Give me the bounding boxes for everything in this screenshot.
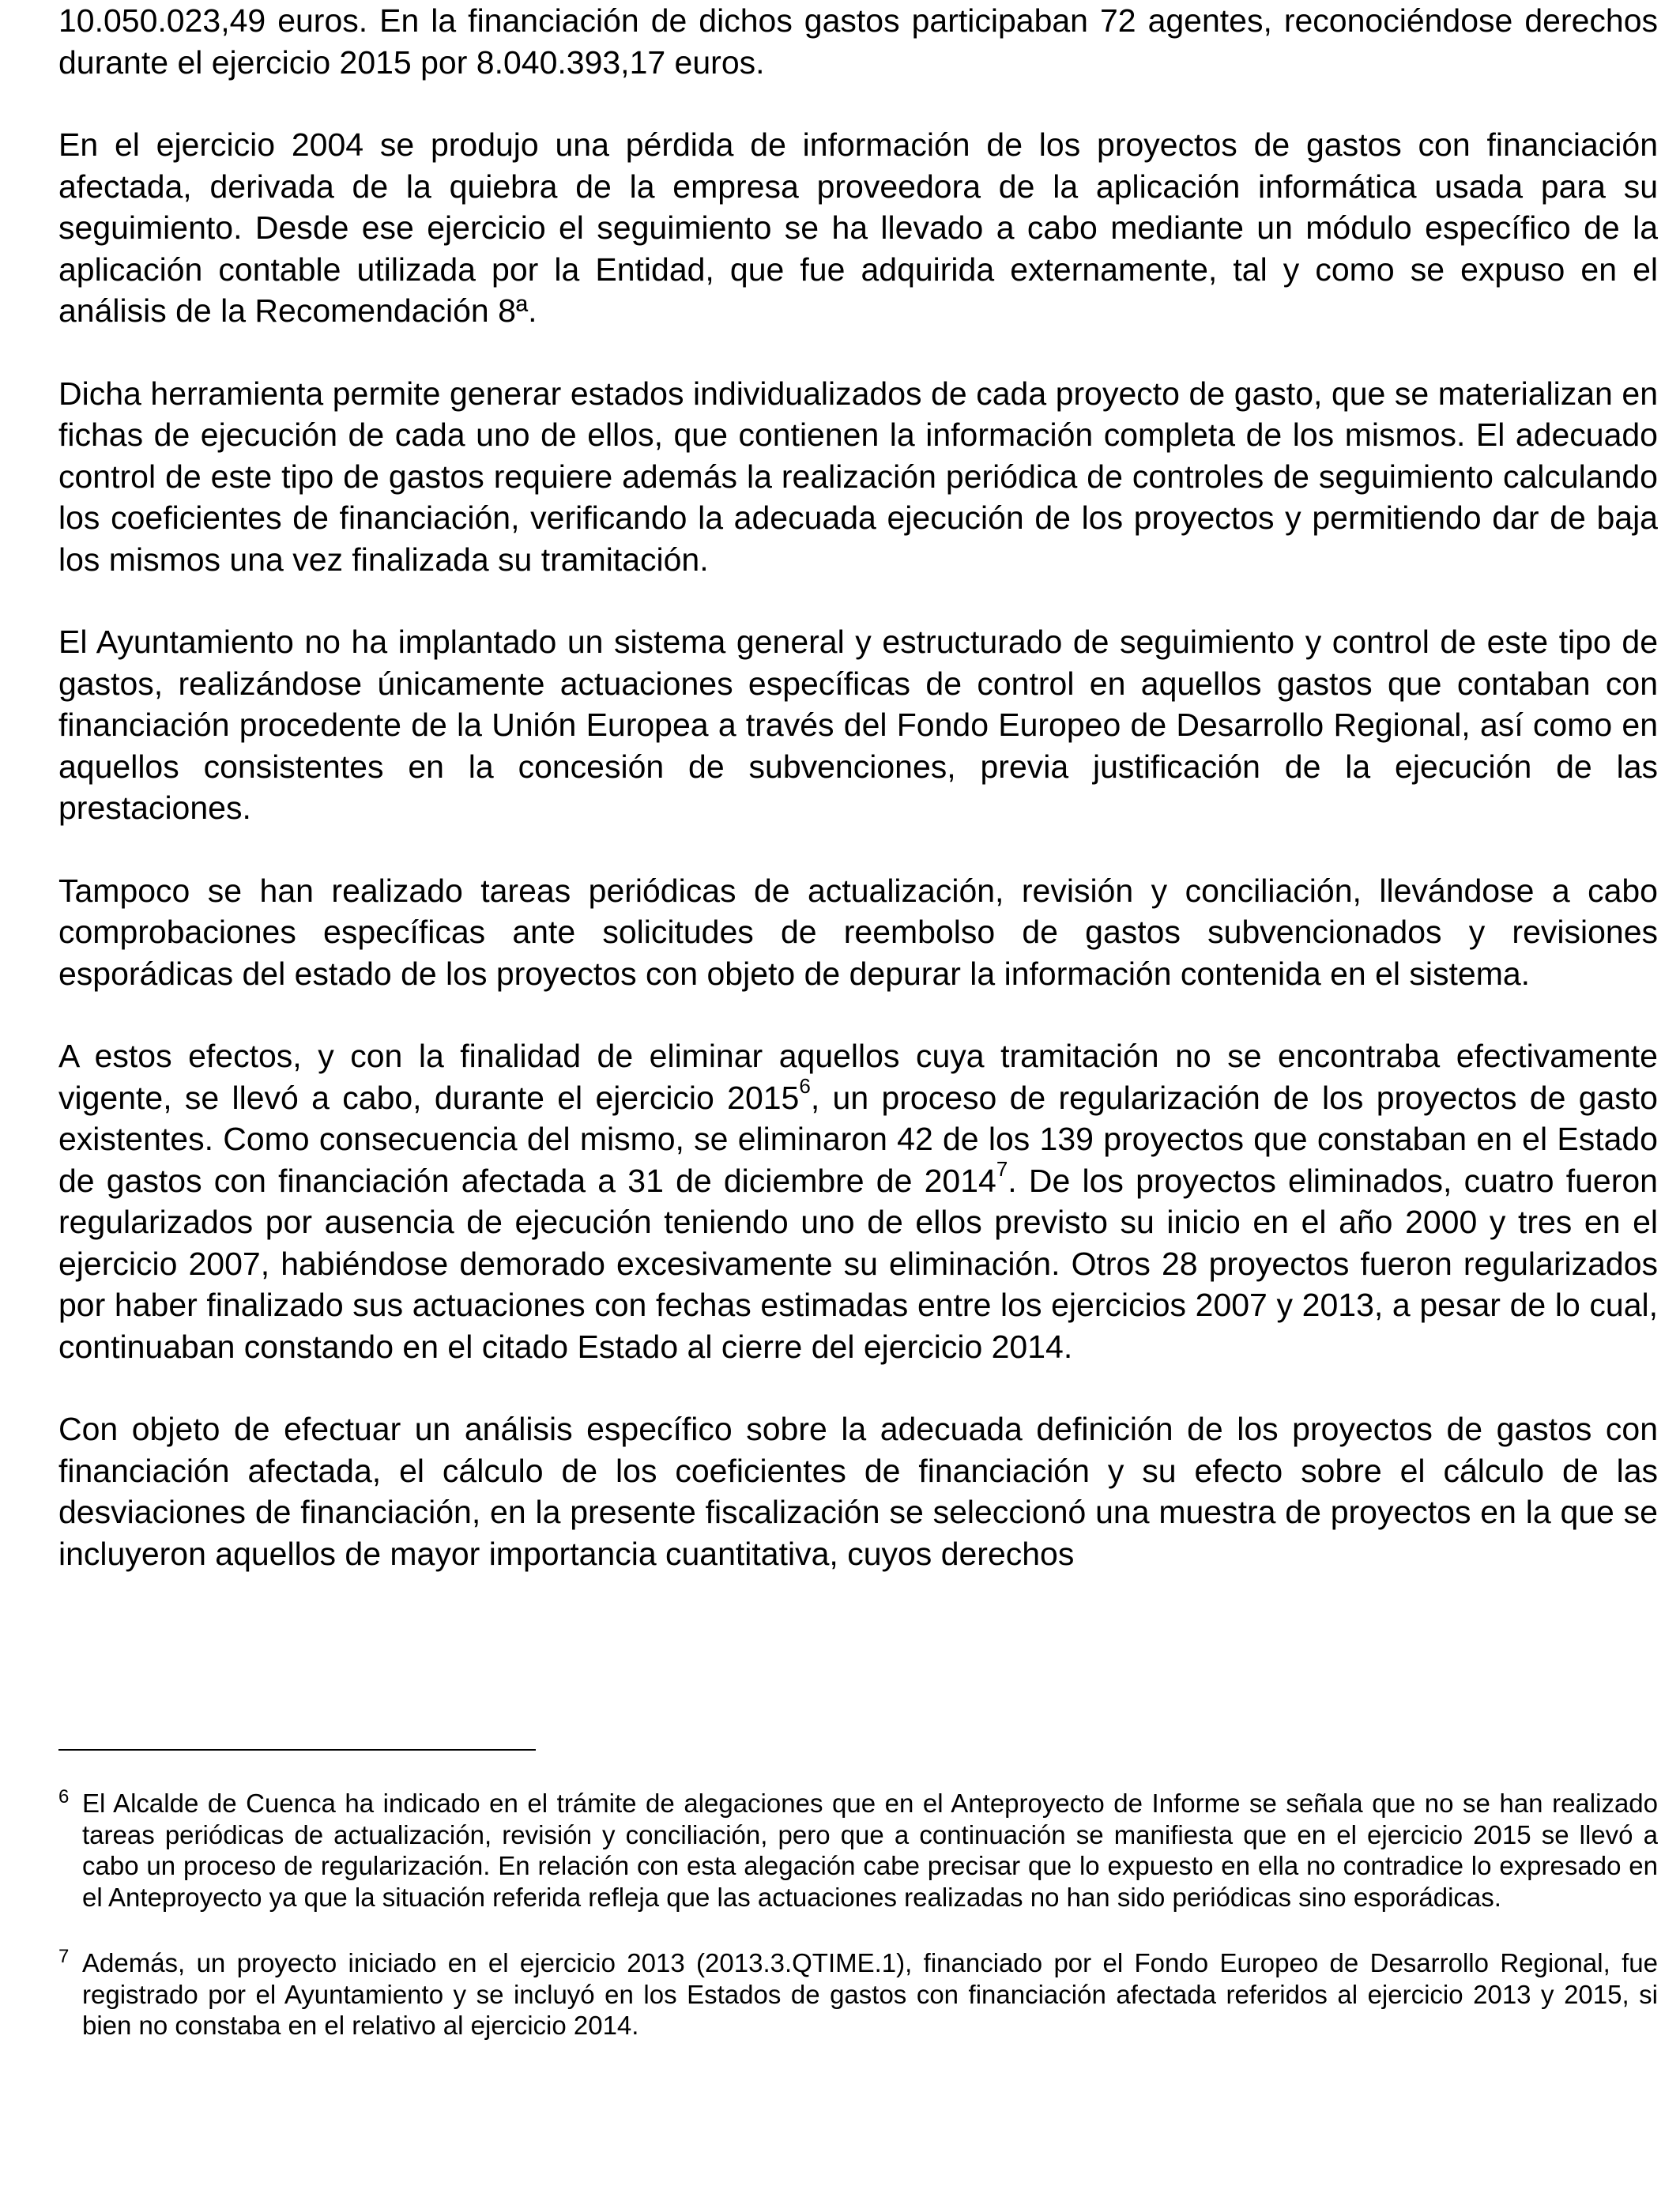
- footnote-7-text: Además, un proyecto iniciado en el ejercicio 2013 (2013.3.QTIME.1), financiado por el Fondo Europeo de Desarrollo Regional, fue registrado por el Ayuntamiento y se incluyó en los Estados de gastos con financiación afectada referidos al ejercicio 2013 y 2015, si bien no constaba en el relativo al ejercicio 2014.: [82, 1948, 1658, 2040]
- footnote-6-mark: 6: [58, 1786, 70, 1808]
- footnote-ref-6[interactable]: 6: [799, 1073, 811, 1098]
- paragraph-7: Con objeto de efectuar un análisis específico sobre la adecuada definición de los proyectos de gastos con financiación afectada, el cálculo de los coeficientes de financiación y su efecto sobre el cálculo de las desviaciones de financiación, en la presente fiscalización se seleccionó una muestra de proyectos en la que se incluyeron aquellos de mayor importancia cuantitativa, cuyos derechos: [58, 1411, 1658, 1572]
- footnotes-section: [58, 1788, 1658, 2041]
- paragraph-1: 10.050.023,49 euros. En la financiación de dichos gastos participaban 72 agentes, reconociéndose derechos durante el ejercicio 2015 por 8.040.393,17 euros.: [58, 2, 1658, 81]
- document-body: [58, 0, 1658, 1574]
- paragraph-6: [58, 1035, 1658, 1367]
- footnote-6-text: El Alcalde de Cuenca ha indicado en el trámite de alegaciones que en el Anteproyecto de Informe se señala que no se han realizado tareas periódicas de actualización, revisión y conciliación, pero que a continuación se manifiesta que en el ejercicio 2015 se llevó a cabo un proceso de regularización. En relación con esta alegación cabe precisar que lo expuesto en ella no contradice lo expresado en el Anteproyecto ya que la situación referida refleja que las actuaciones realizadas no han sido periódicas sino esporádicas.: [82, 1789, 1658, 1912]
- paragraph-2: En el ejercicio 2004 se produjo una pérdida de información de los proyectos de gastos con financiación afectada, derivada de la quiebra de la empresa proveedora de la aplicación informática usada para su seguimiento. Desde ese ejercicio el seguimiento se ha llevado a cabo mediante un módulo específico de la aplicación contable utilizada por la Entidad, que fue adquirida externamente, tal y como se expuso en el análisis de la Recomendación 8ª.: [58, 126, 1658, 329]
- footnote-6: [58, 1788, 1658, 1913]
- paragraph-3: Dicha herramienta permite generar estados individualizados de cada proyecto de gasto, que se materializan en fichas de ejecución de cada uno de ellos, que contienen la información completa de los mismos. El adecuado control de este tipo de gastos requiere además la realización periódica de controles de seguimiento calculando los coeficientes de financiación, verificando la adecuada ejecución de los proyectos y permitiendo dar de baja los mismos una vez finalizada su tramitación.: [58, 375, 1658, 578]
- paragraph-6-part-1: A estos efectos, y con la finalidad de eliminar aquellos cuya tramitación no se encontraba efectivamente vigente, se llevó a cabo, durante el ejercicio 2015: [58, 1038, 1658, 1116]
- paragraph-6-part-2: , un proceso de regularización de los proyectos de gasto existentes. Como consecuencia del mismo, se eliminaron 42 de los 139 proyectos que constaban en el Estado de gastos con financiación afectada a 31 de diciembre de 2014: [58, 1079, 1658, 1199]
- footnote-ref-7[interactable]: 7: [996, 1156, 1008, 1181]
- paragraph-5: Tampoco se han realizado tareas periódicas de actualización, revisión y conciliación, llevándose a cabo comprobaciones específicas ante solicitudes de reembolso de gastos subvencionados y revisiones esporádicas del estado de los proyectos con objeto de depurar la información contenida en el sistema.: [58, 872, 1658, 992]
- footnote-7: [58, 1947, 1658, 2041]
- footnote-7-mark: 7: [58, 1946, 70, 1967]
- paragraph-4: El Ayuntamiento no ha implantado un sistema general y estructurado de seguimiento y control de este tipo de gastos, realizándose únicamente actuaciones específicas de control en aquellos gastos que contaban con financiación procedente de la Unión Europea a través del Fondo Europeo de Desarrollo Regional, así como en aquellos consistentes en la concesión de subvenciones, previa justificación de la ejecución de las prestaciones.: [58, 624, 1658, 826]
- paragraph-6-part-3: . De los proyectos eliminados, cuatro fueron regularizados por ausencia de ejecución teniendo uno de ellos previsto su inicio en el año 2000 y tres en el ejercicio 2007, habiéndose demorado excesivamente su eliminación. Otros 28 proyectos fueron regularizados por haber finalizado sus actuaciones con fechas estimadas entre los ejercicios 2007 y 2013, a pesar de lo cual, continuaban constando en el citado Estado al cierre del ejercicio 2014.: [58, 1162, 1658, 1365]
- footnote-separator: [58, 1749, 536, 1751]
